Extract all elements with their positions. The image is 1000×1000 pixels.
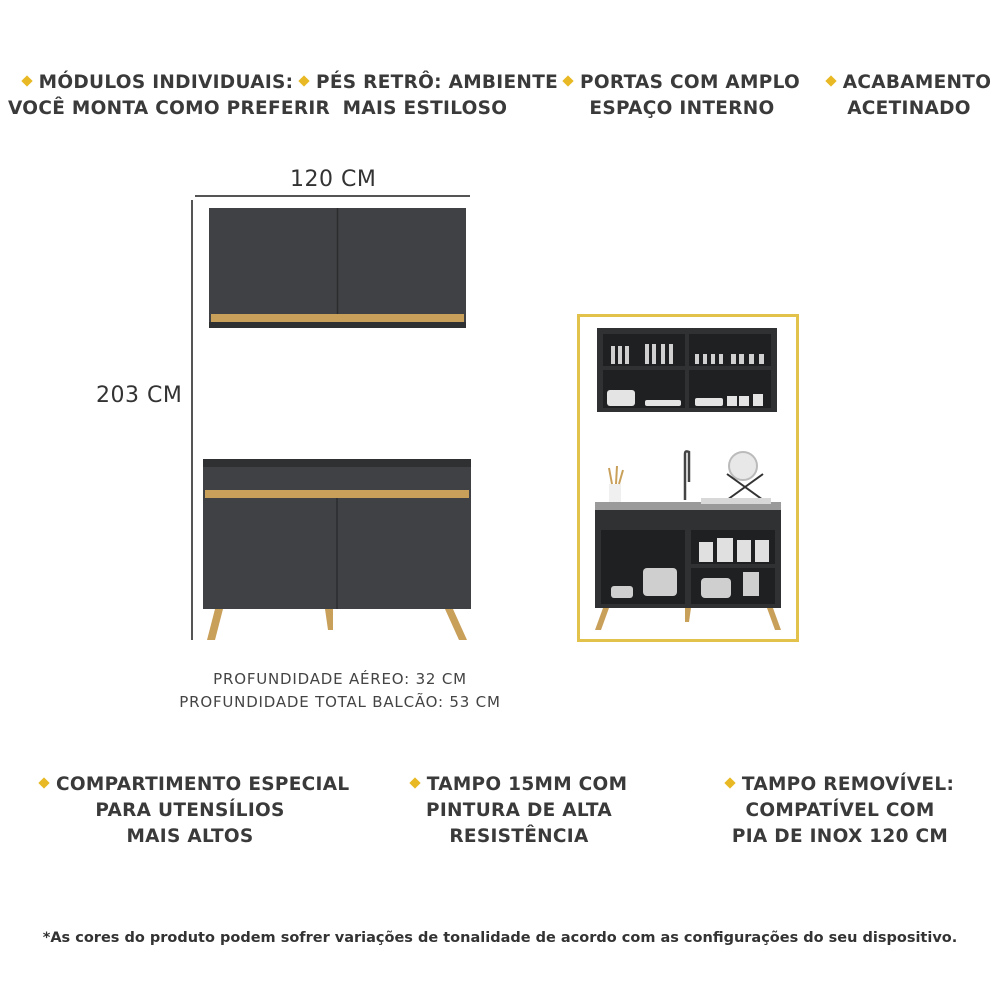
diamond-bullet-icon — [724, 777, 735, 788]
leg-center — [325, 609, 333, 630]
disclaimer-text: *As cores do produto podem sofrer variações de tonalidade de acordo com as configurações do seu dispositivo. — [42, 930, 958, 946]
diamond-bullet-icon — [825, 75, 836, 86]
feature-pes-retro: PÉS RETRÔ: AMBIENTE MAIS ESTILOSO — [300, 70, 550, 122]
depth-aereo: PROFUNDIDADE AÉREO: 32 CM — [213, 670, 467, 688]
diamond-bullet-icon — [21, 75, 32, 86]
diamond-bullet-icon — [409, 777, 420, 788]
width-label: 120 CM — [290, 167, 377, 192]
feature-modulos-individuais: MÓDULOS INDIVIDUAIS: VOCÊ MONTA COMO PREFERIR — [8, 72, 331, 119]
leg-right — [445, 609, 467, 640]
depth-balcao: PROFUNDIDADE TOTAL BALCÃO: 53 CM — [179, 693, 501, 711]
feature-compartimento: COMPARTIMENTO ESPECIAL PARA UTENSÍLIOS MAIS ALTOS — [40, 772, 340, 850]
diamond-bullet-icon — [562, 75, 573, 86]
feature-tampo-removivel: TAMPO REMOVÍVEL: COMPATÍVEL COM PIA DE INOX 120 CM — [720, 772, 960, 850]
upper-wood-strip — [211, 314, 464, 322]
open-lower-cabinet — [595, 510, 781, 530]
feature-portas-amplo: PORTAS COM AMPLO ESPAÇO INTERNO — [562, 70, 802, 122]
diamond-bullet-icon — [298, 75, 309, 86]
upper-cabinet-base — [209, 322, 466, 328]
product-photo — [577, 314, 799, 642]
feature-tampo-15mm: TAMPO 15MM COM PINTURA DE ALTA RESISTÊNCIA — [404, 772, 634, 850]
lower-wood-strip — [205, 490, 469, 498]
cabinet-drawing — [185, 190, 485, 650]
feature-acabamento: ACABAMENTO ACETINADO — [820, 70, 998, 122]
depth-info — [130, 668, 550, 714]
diamond-bullet-icon — [38, 777, 49, 788]
sink-basin — [701, 498, 771, 504]
height-label: 203 CM — [96, 383, 183, 408]
lower-countertop — [203, 459, 471, 467]
leg-left — [207, 609, 223, 640]
